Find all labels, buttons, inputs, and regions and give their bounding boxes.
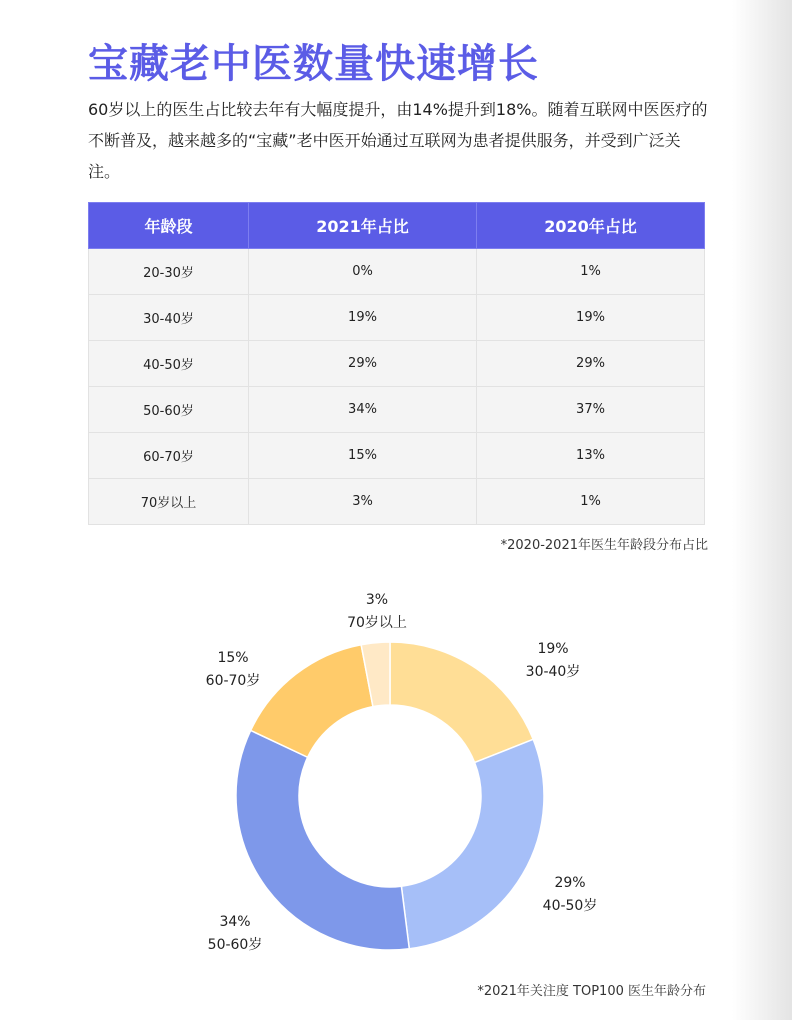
slice-value-label: 3%	[365, 592, 389, 608]
table-cell-2021: 34%	[249, 387, 477, 433]
table-cell-age: 50-60岁	[89, 387, 249, 433]
slice-label-60-70	[192, 647, 274, 693]
table-cell-2021: 3%	[249, 479, 477, 525]
slice-value-label: 34%	[219, 914, 251, 930]
slice-category-label: 70岁以上	[347, 615, 407, 631]
table-cell-2021: 29%	[249, 341, 477, 387]
table-caption: *2020-2021年医生年龄段分布占比	[500, 538, 708, 553]
table-cell-2020: 13%	[477, 433, 705, 479]
intro-paragraph: 60岁以上的医生占比较去年有大幅度提升，由14%提升到18%。随着互联网中医医疗的不断普及，越来越多的“宝藏”老中医开始通过互联网为患者提供服务，并受到广泛关注。	[88, 100, 708, 181]
table-cell-2021: 19%	[249, 295, 477, 341]
page-title: 宝藏老中医数量快速增长	[88, 41, 539, 87]
slice-category-label: 60-70岁	[205, 673, 261, 689]
slice-label-50-60	[194, 911, 276, 957]
slice-label-30-40	[512, 638, 594, 684]
table-cell-age: 30-40岁	[89, 295, 249, 341]
slice-label-70-plus	[336, 589, 418, 635]
table-header-cell: 2020年占比	[477, 203, 705, 249]
chart-caption: *2021年关注度 TOP100 医生年龄分布	[477, 984, 706, 999]
slice-value-label: 29%	[554, 875, 586, 891]
slice-label-40-50	[529, 872, 611, 918]
table-cell-2020: 19%	[477, 295, 705, 341]
table-header-cell: 2021年占比	[249, 203, 477, 249]
donut-slice-1	[401, 739, 544, 948]
table-cell-age: 70岁以上	[89, 479, 249, 525]
table-cell-age: 20-30岁	[89, 249, 249, 295]
table-cell-2020: 29%	[477, 341, 705, 387]
table-cell-2020: 1%	[477, 249, 705, 295]
table-header-cell: 年龄段	[89, 203, 249, 249]
table-cell-age: 40-50岁	[89, 341, 249, 387]
slice-value-label: 19%	[537, 641, 569, 657]
slice-value-label: 15%	[217, 650, 249, 666]
slice-category-label: 50-60岁	[207, 937, 263, 953]
slice-category-label: 30-40岁	[525, 664, 581, 680]
table-cell-age: 60-70岁	[89, 433, 249, 479]
table-cell-2020: 37%	[477, 387, 705, 433]
table-cell-2021: 0%	[249, 249, 477, 295]
slice-category-label: 40-50岁	[542, 898, 598, 914]
table-cell-2021: 15%	[249, 433, 477, 479]
table-cell-2020: 1%	[477, 479, 705, 525]
